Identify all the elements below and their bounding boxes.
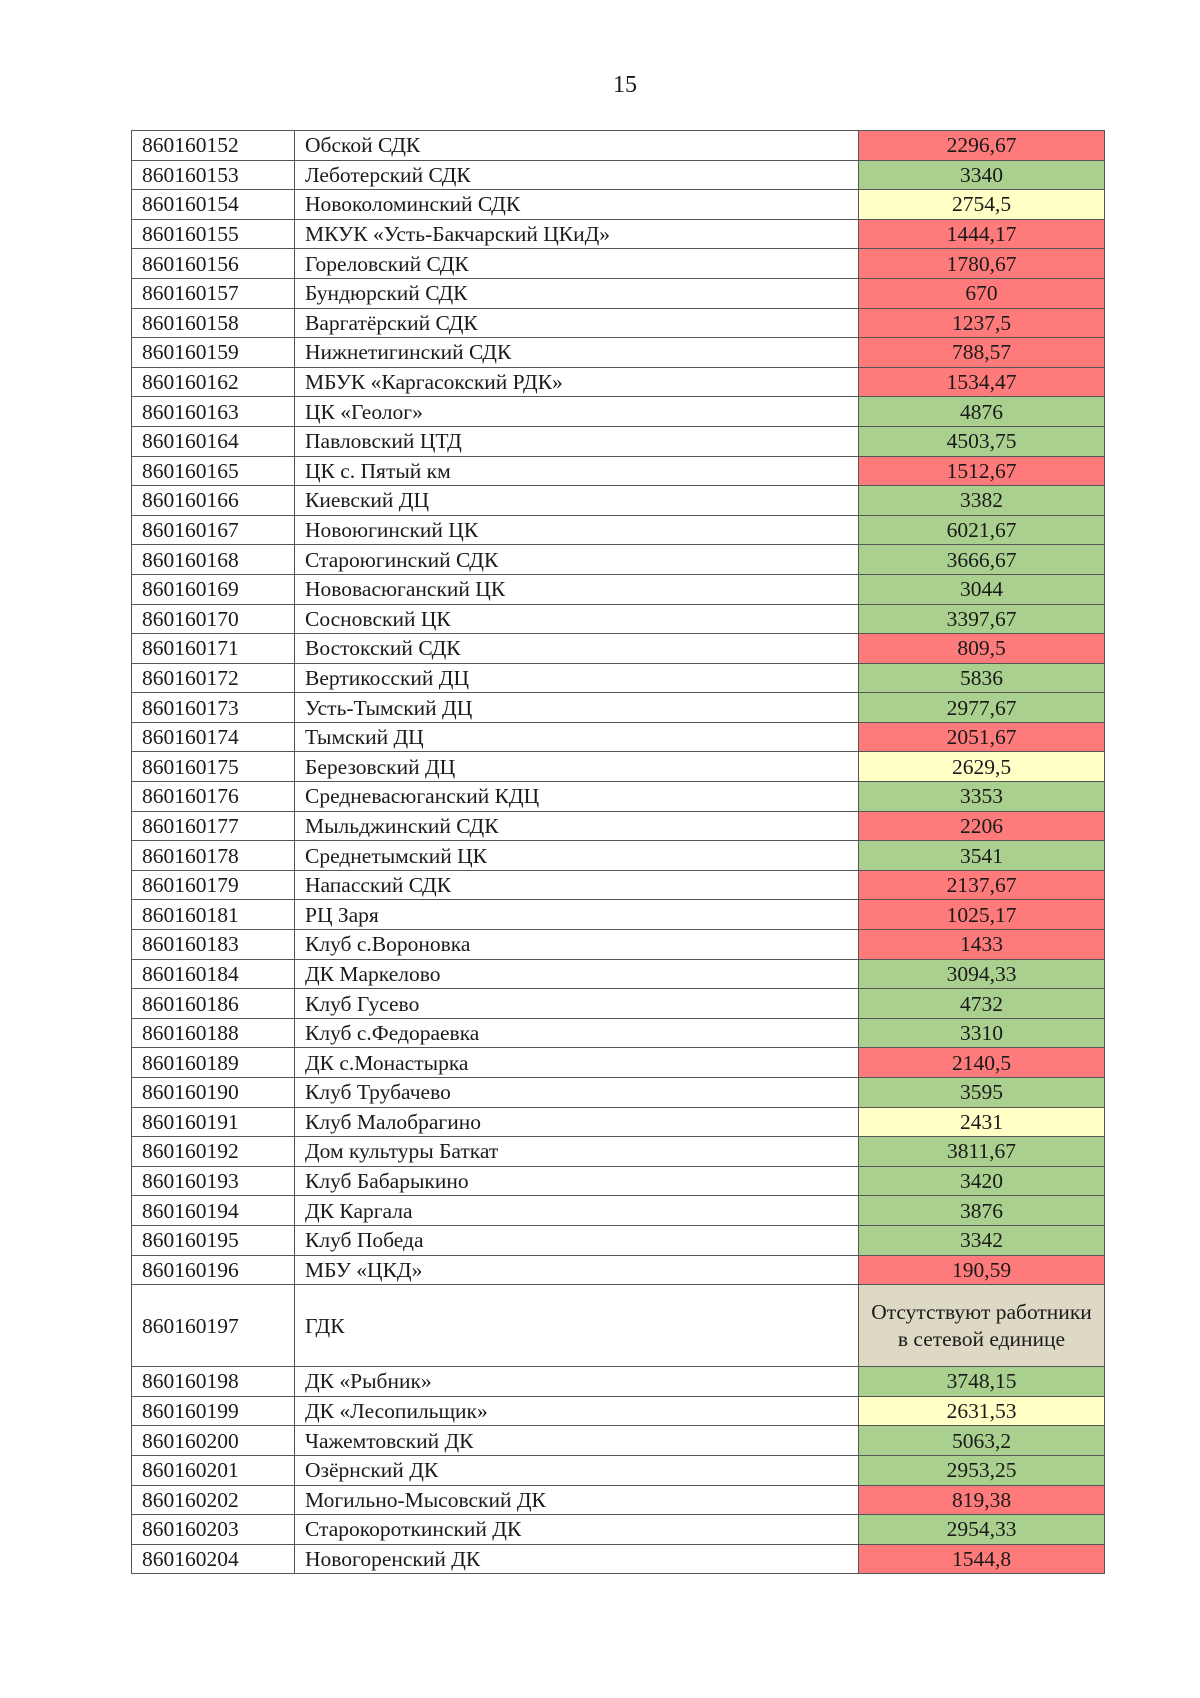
row-code: 860160195	[132, 1225, 295, 1255]
row-name: Напасский СДК	[295, 870, 859, 900]
table-row	[132, 1396, 1105, 1426]
row-value: 3397,67	[859, 604, 1105, 634]
table-row	[132, 989, 1105, 1019]
row-value: 5063,2	[859, 1426, 1105, 1456]
table-row	[132, 1285, 1105, 1367]
row-value: 3811,67	[859, 1137, 1105, 1167]
table-row	[132, 456, 1105, 486]
row-name: Варгатёрский СДК	[295, 308, 859, 338]
row-code: 860160154	[132, 190, 295, 220]
table-row	[132, 634, 1105, 664]
row-value: 3595	[859, 1078, 1105, 1108]
row-code: 860160204	[132, 1544, 295, 1574]
row-code: 860160155	[132, 219, 295, 249]
table-row	[132, 722, 1105, 752]
row-code: 860160153	[132, 160, 295, 190]
table-row	[132, 841, 1105, 871]
table-row	[132, 752, 1105, 782]
table-row	[132, 900, 1105, 930]
row-value: 1780,67	[859, 249, 1105, 279]
row-name: Леботерский СДК	[295, 160, 859, 190]
row-value: 1512,67	[859, 456, 1105, 486]
row-value: 3094,33	[859, 959, 1105, 989]
row-value: 1433	[859, 930, 1105, 960]
table-row	[132, 782, 1105, 812]
table-row	[132, 930, 1105, 960]
table-row	[132, 693, 1105, 723]
row-code: 860160166	[132, 486, 295, 516]
row-code: 860160202	[132, 1485, 295, 1515]
row-name: Средневасюганский КДЦ	[295, 782, 859, 812]
row-code: 860160167	[132, 515, 295, 545]
row-value: 2953,25	[859, 1455, 1105, 1485]
row-code: 860160171	[132, 634, 295, 664]
row-value: 3340	[859, 160, 1105, 190]
row-code: 860160190	[132, 1078, 295, 1108]
row-name: Киевский ДЦ	[295, 486, 859, 516]
table-row	[132, 1137, 1105, 1167]
row-code: 860160175	[132, 752, 295, 782]
row-code: 860160156	[132, 249, 295, 279]
table-row	[132, 190, 1105, 220]
row-name: Обской СДК	[295, 131, 859, 161]
row-name: Клуб Малобрагино	[295, 1107, 859, 1137]
row-value: 1544,8	[859, 1544, 1105, 1574]
row-code: 860160183	[132, 930, 295, 960]
row-value: 788,57	[859, 338, 1105, 368]
row-code: 860160164	[132, 426, 295, 456]
row-name: Дом культуры Баткат	[295, 1137, 859, 1167]
row-value: 5836	[859, 663, 1105, 693]
row-name: Бундюрский СДК	[295, 278, 859, 308]
row-value: 3420	[859, 1166, 1105, 1196]
row-name: ДК с.Монастырка	[295, 1048, 859, 1078]
row-value: 3541	[859, 841, 1105, 871]
row-name: Могильно-Мысовский ДК	[295, 1485, 859, 1515]
row-name: Востокский СДК	[295, 634, 859, 664]
table-row	[132, 663, 1105, 693]
data-table	[131, 130, 1105, 1574]
table-row	[132, 604, 1105, 634]
table-row	[132, 219, 1105, 249]
row-value: 3044	[859, 574, 1105, 604]
row-name: Среднетымский ЦК	[295, 841, 859, 871]
row-value: 3353	[859, 782, 1105, 812]
table-row	[132, 515, 1105, 545]
row-value: 809,5	[859, 634, 1105, 664]
row-code: 860160163	[132, 397, 295, 427]
table-row	[132, 338, 1105, 368]
table-row	[132, 1485, 1105, 1515]
row-name: Березовский ДЦ	[295, 752, 859, 782]
row-value: 3748,15	[859, 1367, 1105, 1397]
row-name: Клуб с.Федораевка	[295, 1018, 859, 1048]
row-name: Тымский ДЦ	[295, 722, 859, 752]
row-code: 860160200	[132, 1426, 295, 1456]
row-value: 3666,67	[859, 545, 1105, 575]
table-row	[132, 426, 1105, 456]
row-name: ЦК «Геолог»	[295, 397, 859, 427]
row-code: 860160177	[132, 811, 295, 841]
table-row	[132, 397, 1105, 427]
row-code: 860160173	[132, 693, 295, 723]
row-value: 2629,5	[859, 752, 1105, 782]
table-row	[132, 1018, 1105, 1048]
row-code: 860160158	[132, 308, 295, 338]
table-row	[132, 1196, 1105, 1226]
row-code: 860160178	[132, 841, 295, 871]
row-name: Вертикосский ДЦ	[295, 663, 859, 693]
table-row	[132, 870, 1105, 900]
row-name: Староюгинский СДК	[295, 545, 859, 575]
row-code: 860160191	[132, 1107, 295, 1137]
row-code: 860160189	[132, 1048, 295, 1078]
table-row	[132, 249, 1105, 279]
row-value: 3342	[859, 1225, 1105, 1255]
table-row	[132, 486, 1105, 516]
row-value: 3382	[859, 486, 1105, 516]
row-name: Старокороткинский ДК	[295, 1515, 859, 1545]
table-row	[132, 1515, 1105, 1545]
row-name: Клуб с.Вороновка	[295, 930, 859, 960]
row-code: 860160194	[132, 1196, 295, 1226]
row-name: Нижнетигинский СДК	[295, 338, 859, 368]
table-row	[132, 1455, 1105, 1485]
row-code: 860160199	[132, 1396, 295, 1426]
row-name: РЦ Заря	[295, 900, 859, 930]
row-name: ГДК	[295, 1285, 859, 1367]
row-code: 860160162	[132, 367, 295, 397]
row-name: Озёрнский ДК	[295, 1455, 859, 1485]
row-name: Нововасюганский ЦК	[295, 574, 859, 604]
row-code: 860160181	[132, 900, 295, 930]
row-value: 3310	[859, 1018, 1105, 1048]
row-value: 2051,67	[859, 722, 1105, 752]
row-name: ДК «Рыбник»	[295, 1367, 859, 1397]
table-row	[132, 1225, 1105, 1255]
row-name: Чажемтовский ДК	[295, 1426, 859, 1456]
row-name: ДК «Лесопильщик»	[295, 1396, 859, 1426]
row-name: ДК Каргала	[295, 1196, 859, 1226]
row-code: 860160203	[132, 1515, 295, 1545]
row-name: ДК Маркелово	[295, 959, 859, 989]
table-row	[132, 131, 1105, 161]
table-row	[132, 278, 1105, 308]
table-row	[132, 1255, 1105, 1285]
row-code: 860160159	[132, 338, 295, 368]
row-value: Отсутствуют работники в сетевой единице	[859, 1285, 1105, 1367]
row-value: 2206	[859, 811, 1105, 841]
row-value: 2140,5	[859, 1048, 1105, 1078]
row-code: 860160197	[132, 1285, 295, 1367]
row-code: 860160168	[132, 545, 295, 575]
row-name: Мыльджинский СДК	[295, 811, 859, 841]
row-value: 2754,5	[859, 190, 1105, 220]
row-value: 2954,33	[859, 1515, 1105, 1545]
row-code: 860160174	[132, 722, 295, 752]
row-name: МБУ «ЦКД»	[295, 1255, 859, 1285]
row-name: Клуб Победа	[295, 1225, 859, 1255]
row-name: Новогоренский ДК	[295, 1544, 859, 1574]
row-value: 2431	[859, 1107, 1105, 1137]
row-name: Новоколоминский СДК	[295, 190, 859, 220]
row-value: 819,38	[859, 1485, 1105, 1515]
row-name: Сосновский ЦК	[295, 604, 859, 634]
row-value: 1534,47	[859, 367, 1105, 397]
row-value: 1237,5	[859, 308, 1105, 338]
row-code: 860160192	[132, 1137, 295, 1167]
row-code: 860160170	[132, 604, 295, 634]
row-value: 2137,67	[859, 870, 1105, 900]
row-name: ЦК с. Пятый км	[295, 456, 859, 486]
row-value: 6021,67	[859, 515, 1105, 545]
row-value: 670	[859, 278, 1105, 308]
row-code: 860160157	[132, 278, 295, 308]
row-code: 860160176	[132, 782, 295, 812]
row-value: 2631,53	[859, 1396, 1105, 1426]
table-row	[132, 1426, 1105, 1456]
table-row	[132, 308, 1105, 338]
row-name: Гореловский СДК	[295, 249, 859, 279]
row-value: 4732	[859, 989, 1105, 1019]
row-code: 860160188	[132, 1018, 295, 1048]
row-code: 860160179	[132, 870, 295, 900]
row-name: Новоюгинский ЦК	[295, 515, 859, 545]
row-value: 2296,67	[859, 131, 1105, 161]
row-code: 860160184	[132, 959, 295, 989]
table-row	[132, 1048, 1105, 1078]
table-row	[132, 959, 1105, 989]
row-value: 4503,75	[859, 426, 1105, 456]
row-code: 860160152	[132, 131, 295, 161]
row-name: МКУК «Усть-Бакчарский ЦКиД»	[295, 219, 859, 249]
row-code: 860160193	[132, 1166, 295, 1196]
row-value: 1025,17	[859, 900, 1105, 930]
row-code: 860160196	[132, 1255, 295, 1285]
row-code: 860160201	[132, 1455, 295, 1485]
row-name: Клуб Гусево	[295, 989, 859, 1019]
table-row	[132, 367, 1105, 397]
row-code: 860160165	[132, 456, 295, 486]
row-value: 4876	[859, 397, 1105, 427]
row-name: Усть-Тымский ДЦ	[295, 693, 859, 723]
table-row	[132, 1078, 1105, 1108]
table-row	[132, 1166, 1105, 1196]
row-value: 1444,17	[859, 219, 1105, 249]
table-row	[132, 160, 1105, 190]
page-number: 15	[613, 72, 637, 98]
row-name: Павловский ЦТД	[295, 426, 859, 456]
row-name: МБУК «Каргасокский РДК»	[295, 367, 859, 397]
row-code: 860160186	[132, 989, 295, 1019]
table-row	[132, 574, 1105, 604]
row-code: 860160198	[132, 1367, 295, 1397]
table-row	[132, 811, 1105, 841]
table-body	[132, 131, 1105, 1574]
table-row	[132, 545, 1105, 575]
row-code: 860160169	[132, 574, 295, 604]
row-value: 3876	[859, 1196, 1105, 1226]
table-row	[132, 1367, 1105, 1397]
row-code: 860160172	[132, 663, 295, 693]
row-value: 190,59	[859, 1255, 1105, 1285]
row-name: Клуб Бабарыкино	[295, 1166, 859, 1196]
table-row	[132, 1544, 1105, 1574]
row-name: Клуб Трубачево	[295, 1078, 859, 1108]
row-value: 2977,67	[859, 693, 1105, 723]
table-row	[132, 1107, 1105, 1137]
